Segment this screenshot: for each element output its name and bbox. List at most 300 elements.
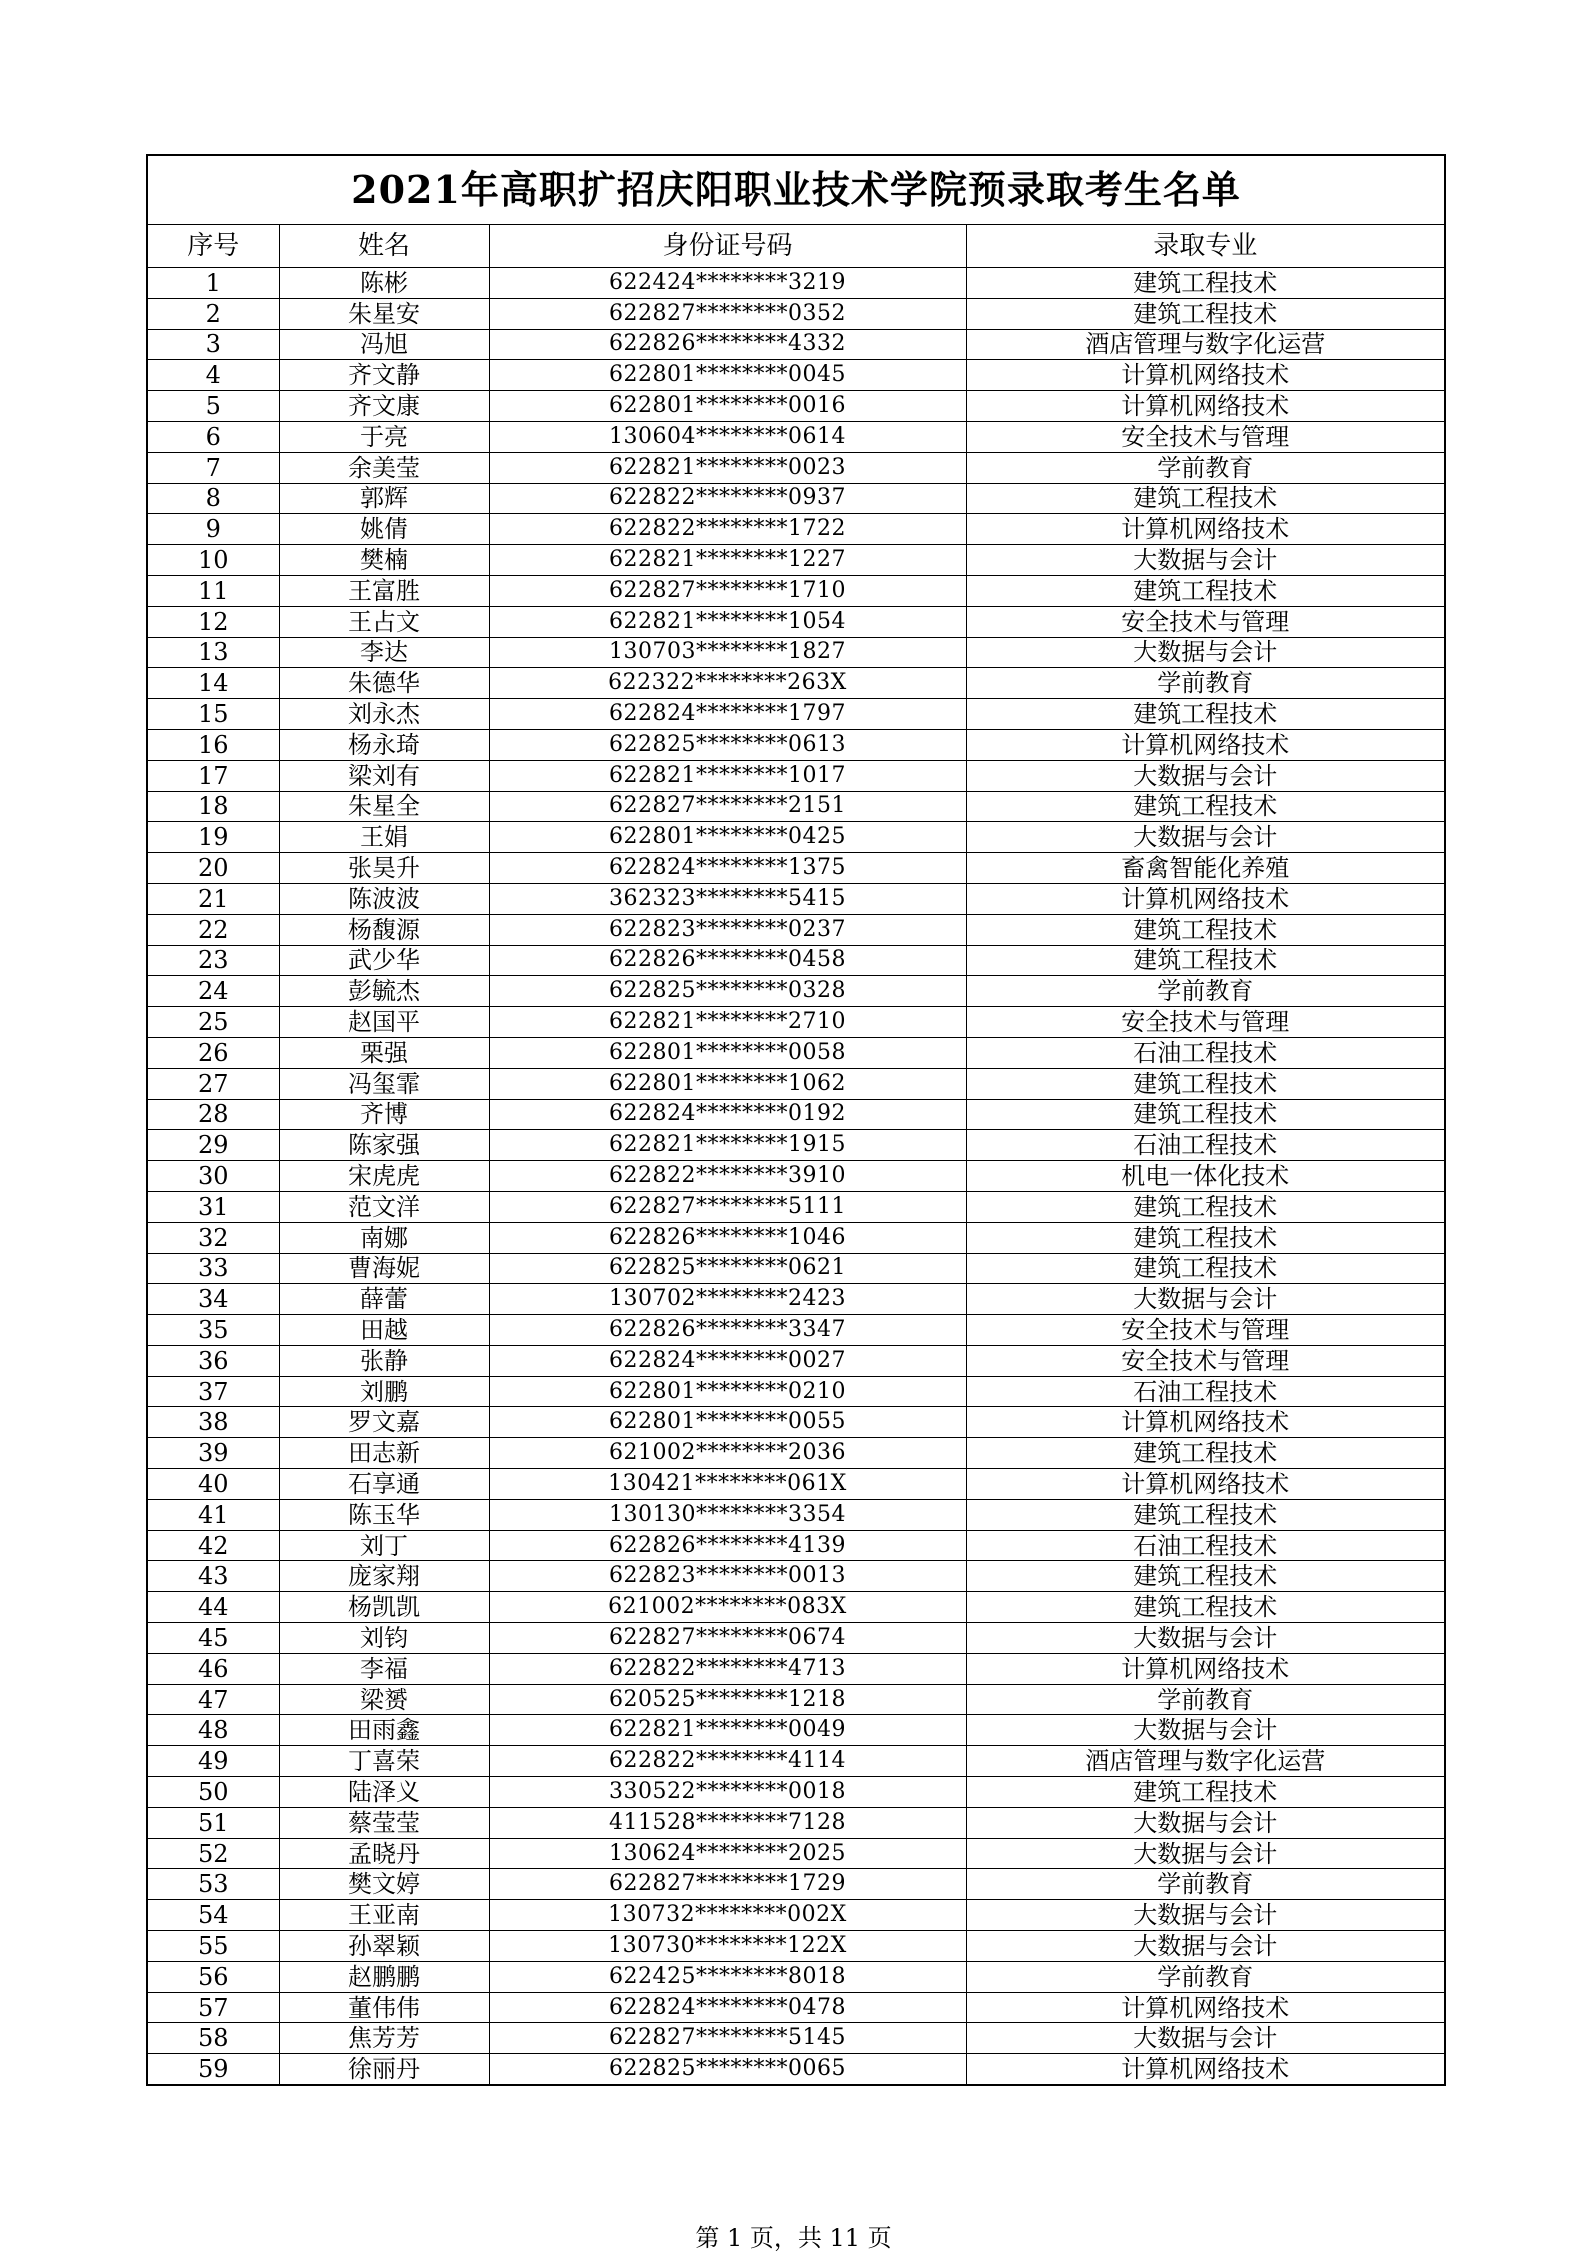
table-row <box>147 298 1445 329</box>
cell-seq: 39 <box>147 1438 279 1469</box>
table-row <box>147 1161 1445 1192</box>
cell-major: 大数据与会计 <box>966 822 1445 853</box>
table-row <box>147 514 1445 545</box>
cell-seq: 36 <box>147 1345 279 1376</box>
cell-major: 建筑工程技术 <box>966 791 1445 822</box>
cell-seq: 5 <box>147 391 279 422</box>
cell-id-number: 622822********3910 <box>489 1161 966 1192</box>
cell-major: 石油工程技术 <box>966 1376 1445 1407</box>
cell-id-number: 620525********1218 <box>489 1684 966 1715</box>
cell-major: 建筑工程技术 <box>966 1222 1445 1253</box>
cell-major: 学前教育 <box>966 1684 1445 1715</box>
cell-seq: 20 <box>147 853 279 884</box>
cell-name: 武少华 <box>279 945 489 976</box>
cell-id-number: 622822********0937 <box>489 483 966 514</box>
cell-id-number: 622801********1062 <box>489 1068 966 1099</box>
cell-id-number: 622826********3347 <box>489 1315 966 1346</box>
cell-name: 薛蕾 <box>279 1284 489 1315</box>
cell-seq: 59 <box>147 2054 279 2085</box>
cell-name: 于亮 <box>279 421 489 452</box>
table-row <box>147 1715 1445 1746</box>
cell-id-number: 622827********2151 <box>489 791 966 822</box>
cell-major: 大数据与会计 <box>966 1284 1445 1315</box>
cell-name: 曹海妮 <box>279 1253 489 1284</box>
cell-name: 赵国平 <box>279 1007 489 1038</box>
cell-name: 孙翠颖 <box>279 1931 489 1962</box>
cell-name: 陈玉华 <box>279 1499 489 1530</box>
cell-seq: 19 <box>147 822 279 853</box>
cell-id-number: 622821********1227 <box>489 545 966 576</box>
table-row <box>147 1068 1445 1099</box>
cell-id-number: 130702********2423 <box>489 1284 966 1315</box>
table-row <box>147 668 1445 699</box>
cell-major: 大数据与会计 <box>966 1807 1445 1838</box>
table-row <box>147 1376 1445 1407</box>
cell-name: 王富胜 <box>279 575 489 606</box>
cell-seq: 41 <box>147 1499 279 1530</box>
cell-seq: 15 <box>147 699 279 730</box>
cell-name: 宋虎虎 <box>279 1161 489 1192</box>
cell-seq: 16 <box>147 729 279 760</box>
cell-major: 安全技术与管理 <box>966 1315 1445 1346</box>
cell-major: 机电一体化技术 <box>966 1161 1445 1192</box>
table-row <box>147 329 1445 360</box>
cell-major: 酒店管理与数字化运营 <box>966 329 1445 360</box>
cell-name: 徐丽丹 <box>279 2054 489 2085</box>
cell-seq: 48 <box>147 1715 279 1746</box>
cell-name: 朱星全 <box>279 791 489 822</box>
cell-name: 田志新 <box>279 1438 489 1469</box>
cell-id-number: 622322********263X <box>489 668 966 699</box>
table-row <box>147 1191 1445 1222</box>
table-row <box>147 1037 1445 1068</box>
cell-major: 大数据与会计 <box>966 1623 1445 1654</box>
cell-id-number: 330522********0018 <box>489 1777 966 1808</box>
table-row <box>147 822 1445 853</box>
cell-id-number: 622821********0049 <box>489 1715 966 1746</box>
cell-major: 计算机网络技术 <box>966 1992 1445 2023</box>
cell-name: 田雨鑫 <box>279 1715 489 1746</box>
cell-major: 计算机网络技术 <box>966 1407 1445 1438</box>
cell-id-number: 622824********0478 <box>489 1992 966 2023</box>
table-row <box>147 1777 1445 1808</box>
cell-name: 余美莹 <box>279 452 489 483</box>
cell-seq: 40 <box>147 1469 279 1500</box>
cell-seq: 11 <box>147 575 279 606</box>
cell-name: 焦芳芳 <box>279 2023 489 2054</box>
cell-seq: 45 <box>147 1623 279 1654</box>
cell-name: 王亚南 <box>279 1900 489 1931</box>
page-footer: 第 1 页，共 11 页 <box>695 2224 892 2252</box>
table-row <box>147 699 1445 730</box>
table-row <box>147 1438 1445 1469</box>
cell-major: 建筑工程技术 <box>966 1777 1445 1808</box>
cell-id-number: 621002********083X <box>489 1592 966 1623</box>
cell-id-number: 622821********1054 <box>489 606 966 637</box>
cell-seq: 12 <box>147 606 279 637</box>
cell-seq: 50 <box>147 1777 279 1808</box>
cell-name: 罗文嘉 <box>279 1407 489 1438</box>
table-row <box>147 1869 1445 1900</box>
table-row <box>147 360 1445 391</box>
cell-seq: 1 <box>147 268 279 299</box>
cell-name: 刘钧 <box>279 1623 489 1654</box>
cell-name: 孟晓丹 <box>279 1838 489 1869</box>
cell-id-number: 622827********1710 <box>489 575 966 606</box>
cell-id-number: 622825********0613 <box>489 729 966 760</box>
table-row <box>147 1469 1445 1500</box>
cell-id-number: 130732********002X <box>489 1900 966 1931</box>
cell-seq: 2 <box>147 298 279 329</box>
table-row <box>147 1653 1445 1684</box>
cell-id-number: 622424********3219 <box>489 268 966 299</box>
cell-seq: 29 <box>147 1130 279 1161</box>
cell-name: 朱德华 <box>279 668 489 699</box>
cell-id-number: 622824********1797 <box>489 699 966 730</box>
cell-major: 建筑工程技术 <box>966 268 1445 299</box>
cell-major: 大数据与会计 <box>966 1715 1445 1746</box>
cell-id-number: 622827********1729 <box>489 1869 966 1900</box>
cell-name: 樊楠 <box>279 545 489 576</box>
table-row <box>147 1807 1445 1838</box>
table-row <box>147 1130 1445 1161</box>
table-row <box>147 1900 1445 1931</box>
table-row <box>147 1931 1445 1962</box>
table-row <box>147 883 1445 914</box>
cell-seq: 4 <box>147 360 279 391</box>
cell-id-number: 622801********0055 <box>489 1407 966 1438</box>
cell-name: 朱星安 <box>279 298 489 329</box>
cell-id-number: 622827********5145 <box>489 2023 966 2054</box>
cell-major: 计算机网络技术 <box>966 514 1445 545</box>
table-row <box>147 637 1445 668</box>
table-row <box>147 760 1445 791</box>
cell-seq: 28 <box>147 1099 279 1130</box>
cell-id-number: 622825********0328 <box>489 976 966 1007</box>
cell-major: 计算机网络技术 <box>966 391 1445 422</box>
table-header-row <box>147 225 1445 268</box>
cell-name: 王占文 <box>279 606 489 637</box>
cell-id-number: 130703********1827 <box>489 637 966 668</box>
cell-major: 计算机网络技术 <box>966 1653 1445 1684</box>
cell-name: 赵鹏鹏 <box>279 1961 489 1992</box>
cell-name: 郭辉 <box>279 483 489 514</box>
cell-id-number: 622827********0674 <box>489 1623 966 1654</box>
column-header-seq: 序号 <box>147 225 279 268</box>
cell-seq: 51 <box>147 1807 279 1838</box>
cell-major: 计算机网络技术 <box>966 1469 1445 1500</box>
cell-id-number: 622801********0016 <box>489 391 966 422</box>
table-row <box>147 1561 1445 1592</box>
cell-name: 齐文康 <box>279 391 489 422</box>
cell-id-number: 622823********0013 <box>489 1561 966 1592</box>
cell-name: 齐博 <box>279 1099 489 1130</box>
cell-name: 陈波波 <box>279 883 489 914</box>
table-row <box>147 1530 1445 1561</box>
cell-id-number: 622827********5111 <box>489 1191 966 1222</box>
cell-major: 石油工程技术 <box>966 1037 1445 1068</box>
cell-name: 齐文静 <box>279 360 489 391</box>
cell-name: 彭毓杰 <box>279 976 489 1007</box>
cell-seq: 14 <box>147 668 279 699</box>
cell-name: 梁刘有 <box>279 760 489 791</box>
cell-major: 建筑工程技术 <box>966 575 1445 606</box>
cell-major: 学前教育 <box>966 976 1445 1007</box>
cell-id-number: 622425********8018 <box>489 1961 966 1992</box>
cell-major: 大数据与会计 <box>966 545 1445 576</box>
table-row <box>147 483 1445 514</box>
cell-id-number: 622825********0621 <box>489 1253 966 1284</box>
cell-seq: 3 <box>147 329 279 360</box>
cell-id-number: 622821********0023 <box>489 452 966 483</box>
cell-id-number: 622801********0425 <box>489 822 966 853</box>
table-row <box>147 606 1445 637</box>
cell-major: 建筑工程技术 <box>966 1438 1445 1469</box>
cell-major: 学前教育 <box>966 1869 1445 1900</box>
cell-seq: 18 <box>147 791 279 822</box>
cell-seq: 44 <box>147 1592 279 1623</box>
cell-seq: 6 <box>147 421 279 452</box>
cell-name: 丁喜荣 <box>279 1746 489 1777</box>
cell-name: 栗强 <box>279 1037 489 1068</box>
cell-id-number: 622822********1722 <box>489 514 966 545</box>
cell-major: 建筑工程技术 <box>966 1191 1445 1222</box>
document-title: 2021年高职扩招庆阳职业技术学院预录取考生名单 <box>147 155 1445 225</box>
table-body <box>147 268 1445 2086</box>
table-row <box>147 1284 1445 1315</box>
table-row <box>147 1684 1445 1715</box>
cell-seq: 25 <box>147 1007 279 1038</box>
cell-major: 大数据与会计 <box>966 637 1445 668</box>
cell-major: 安全技术与管理 <box>966 1345 1445 1376</box>
cell-seq: 52 <box>147 1838 279 1869</box>
cell-id-number: 622825********0065 <box>489 2054 966 2085</box>
cell-seq: 27 <box>147 1068 279 1099</box>
cell-id-number: 411528********7128 <box>489 1807 966 1838</box>
cell-seq: 8 <box>147 483 279 514</box>
cell-name: 石享通 <box>279 1469 489 1500</box>
cell-major: 安全技术与管理 <box>966 606 1445 637</box>
cell-name: 姚倩 <box>279 514 489 545</box>
table-row <box>147 2023 1445 2054</box>
cell-id-number: 622821********1017 <box>489 760 966 791</box>
cell-id-number: 622823********0237 <box>489 914 966 945</box>
cell-id-number: 130730********122X <box>489 1931 966 1962</box>
table-row <box>147 575 1445 606</box>
cell-major: 石油工程技术 <box>966 1530 1445 1561</box>
cell-major: 学前教育 <box>966 1961 1445 1992</box>
cell-name: 陈家强 <box>279 1130 489 1161</box>
cell-name: 杨永琦 <box>279 729 489 760</box>
cell-seq: 13 <box>147 637 279 668</box>
cell-major: 建筑工程技术 <box>966 483 1445 514</box>
table-row <box>147 1345 1445 1376</box>
cell-name: 李福 <box>279 1653 489 1684</box>
cell-seq: 57 <box>147 1992 279 2023</box>
cell-id-number: 130604********0614 <box>489 421 966 452</box>
cell-seq: 30 <box>147 1161 279 1192</box>
cell-major: 计算机网络技术 <box>966 2054 1445 2085</box>
cell-id-number: 622801********0058 <box>489 1037 966 1068</box>
table-row <box>147 729 1445 760</box>
table-row <box>147 945 1445 976</box>
table-row <box>147 853 1445 884</box>
table-row <box>147 391 1445 422</box>
cell-name: 范文洋 <box>279 1191 489 1222</box>
admission-list-table <box>146 154 1446 2086</box>
cell-major: 大数据与会计 <box>966 1900 1445 1931</box>
table-row <box>147 1222 1445 1253</box>
cell-id-number: 622822********4114 <box>489 1746 966 1777</box>
cell-name: 樊文婷 <box>279 1869 489 1900</box>
cell-seq: 32 <box>147 1222 279 1253</box>
table-row <box>147 1099 1445 1130</box>
table-row <box>147 452 1445 483</box>
cell-seq: 23 <box>147 945 279 976</box>
table-row <box>147 1992 1445 2023</box>
cell-id-number: 622801********0045 <box>489 360 966 391</box>
cell-major: 建筑工程技术 <box>966 298 1445 329</box>
cell-seq: 56 <box>147 1961 279 1992</box>
cell-id-number: 622824********0027 <box>489 1345 966 1376</box>
table-row <box>147 545 1445 576</box>
cell-major: 计算机网络技术 <box>966 883 1445 914</box>
cell-major: 畜禽智能化养殖 <box>966 853 1445 884</box>
cell-name: 南娜 <box>279 1222 489 1253</box>
cell-id-number: 622826********4332 <box>489 329 966 360</box>
cell-name: 陆泽义 <box>279 1777 489 1808</box>
table-row <box>147 976 1445 1007</box>
cell-seq: 31 <box>147 1191 279 1222</box>
cell-name: 杨凯凯 <box>279 1592 489 1623</box>
cell-id-number: 130421********061X <box>489 1469 966 1500</box>
cell-name: 张静 <box>279 1345 489 1376</box>
table-row <box>147 2054 1445 2085</box>
cell-name: 刘永杰 <box>279 699 489 730</box>
cell-seq: 10 <box>147 545 279 576</box>
table-row <box>147 1961 1445 1992</box>
cell-name: 董伟伟 <box>279 1992 489 2023</box>
column-header-name: 姓名 <box>279 225 489 268</box>
table-row <box>147 791 1445 822</box>
cell-seq: 53 <box>147 1869 279 1900</box>
cell-major: 建筑工程技术 <box>966 914 1445 945</box>
cell-seq: 47 <box>147 1684 279 1715</box>
cell-major: 建筑工程技术 <box>966 699 1445 730</box>
cell-major: 建筑工程技术 <box>966 1499 1445 1530</box>
cell-seq: 43 <box>147 1561 279 1592</box>
cell-name: 刘鹏 <box>279 1376 489 1407</box>
cell-major: 石油工程技术 <box>966 1130 1445 1161</box>
cell-id-number: 622827********0352 <box>489 298 966 329</box>
cell-major: 安全技术与管理 <box>966 1007 1445 1038</box>
cell-seq: 24 <box>147 976 279 1007</box>
cell-name: 冯旭 <box>279 329 489 360</box>
cell-seq: 54 <box>147 1900 279 1931</box>
cell-seq: 37 <box>147 1376 279 1407</box>
cell-id-number: 622824********1375 <box>489 853 966 884</box>
cell-seq: 7 <box>147 452 279 483</box>
cell-major: 建筑工程技术 <box>966 1253 1445 1284</box>
cell-id-number: 622824********0192 <box>489 1099 966 1130</box>
cell-seq: 38 <box>147 1407 279 1438</box>
cell-seq: 33 <box>147 1253 279 1284</box>
cell-seq: 17 <box>147 760 279 791</box>
cell-id-number: 622826********4139 <box>489 1530 966 1561</box>
cell-id-number: 622801********0210 <box>489 1376 966 1407</box>
cell-id-number: 622826********1046 <box>489 1222 966 1253</box>
cell-major: 学前教育 <box>966 668 1445 699</box>
cell-name: 冯玺霏 <box>279 1068 489 1099</box>
cell-name: 蔡莹莹 <box>279 1807 489 1838</box>
cell-name: 陈彬 <box>279 268 489 299</box>
table-row <box>147 1007 1445 1038</box>
table-row <box>147 1623 1445 1654</box>
cell-name: 李达 <box>279 637 489 668</box>
cell-major: 计算机网络技术 <box>966 729 1445 760</box>
table-row <box>147 1407 1445 1438</box>
cell-id-number: 622821********1915 <box>489 1130 966 1161</box>
cell-seq: 22 <box>147 914 279 945</box>
cell-name: 庞家翔 <box>279 1561 489 1592</box>
cell-seq: 26 <box>147 1037 279 1068</box>
table-row <box>147 1838 1445 1869</box>
table-row <box>147 1315 1445 1346</box>
cell-major: 大数据与会计 <box>966 1931 1445 1962</box>
table-row <box>147 421 1445 452</box>
cell-name: 王娟 <box>279 822 489 853</box>
cell-major: 学前教育 <box>966 452 1445 483</box>
cell-seq: 46 <box>147 1653 279 1684</box>
cell-seq: 49 <box>147 1746 279 1777</box>
cell-major: 建筑工程技术 <box>966 945 1445 976</box>
table-row <box>147 1746 1445 1777</box>
cell-id-number: 362323********5415 <box>489 883 966 914</box>
cell-major: 计算机网络技术 <box>966 360 1445 391</box>
cell-seq: 42 <box>147 1530 279 1561</box>
cell-seq: 21 <box>147 883 279 914</box>
cell-id-number: 622822********4713 <box>489 1653 966 1684</box>
table-row <box>147 1499 1445 1530</box>
table-row <box>147 1592 1445 1623</box>
cell-name: 刘丁 <box>279 1530 489 1561</box>
cell-major: 安全技术与管理 <box>966 421 1445 452</box>
cell-major: 建筑工程技术 <box>966 1561 1445 1592</box>
cell-major: 酒店管理与数字化运营 <box>966 1746 1445 1777</box>
cell-id-number: 621002********2036 <box>489 1438 966 1469</box>
cell-name: 张昊升 <box>279 853 489 884</box>
cell-id-number: 622821********2710 <box>489 1007 966 1038</box>
cell-id-number: 622826********0458 <box>489 945 966 976</box>
cell-name: 田越 <box>279 1315 489 1346</box>
column-header-id: 身份证号码 <box>489 225 966 268</box>
cell-seq: 58 <box>147 2023 279 2054</box>
cell-seq: 35 <box>147 1315 279 1346</box>
cell-name: 杨馥源 <box>279 914 489 945</box>
table-row <box>147 1253 1445 1284</box>
cell-seq: 9 <box>147 514 279 545</box>
table-row <box>147 268 1445 299</box>
table-row <box>147 914 1445 945</box>
cell-seq: 55 <box>147 1931 279 1962</box>
cell-seq: 34 <box>147 1284 279 1315</box>
cell-major: 大数据与会计 <box>966 1838 1445 1869</box>
cell-major: 大数据与会计 <box>966 2023 1445 2054</box>
cell-major: 建筑工程技术 <box>966 1592 1445 1623</box>
cell-major: 建筑工程技术 <box>966 1099 1445 1130</box>
cell-name: 梁赟 <box>279 1684 489 1715</box>
cell-major: 大数据与会计 <box>966 760 1445 791</box>
